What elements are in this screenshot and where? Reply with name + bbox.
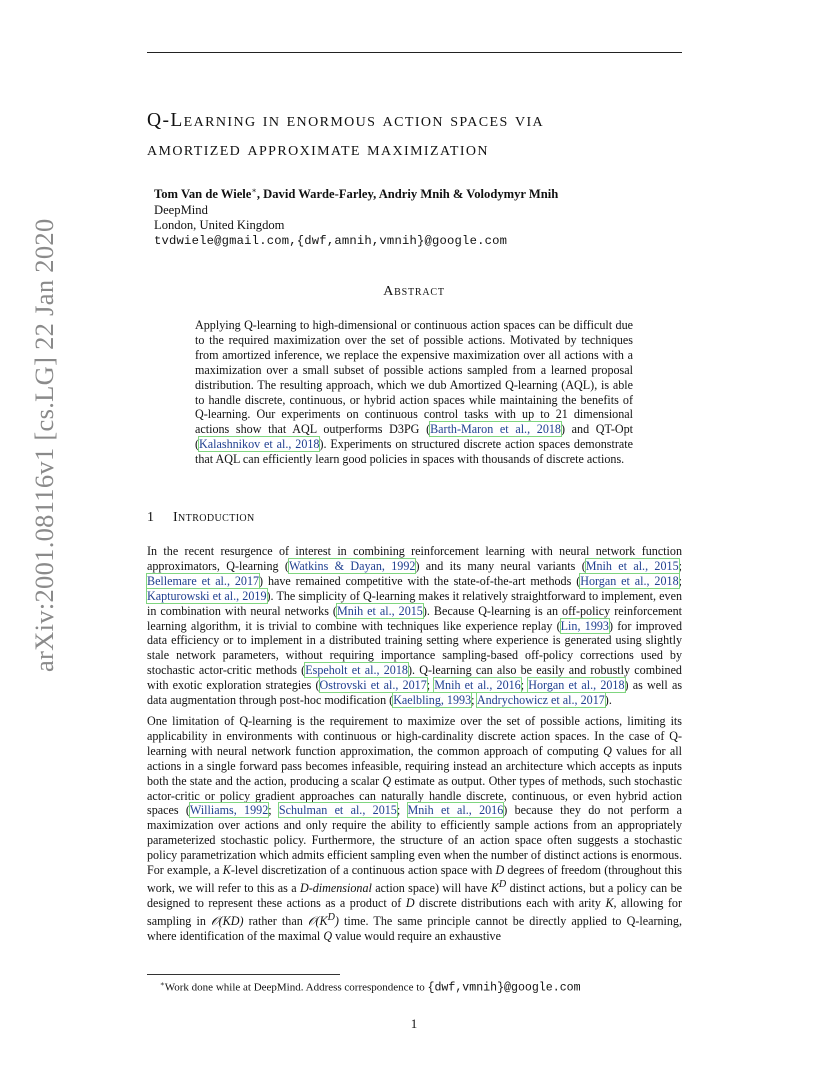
abstract-heading: Abstract: [383, 284, 445, 299]
title-line-1: Q-Learning in enormous action spaces via: [147, 110, 545, 131]
citation-link[interactable]: Mnih et al., 2015: [336, 603, 423, 618]
math-superscript: D: [327, 911, 335, 923]
math-symbol: Q: [323, 928, 333, 943]
citation-link[interactable]: Mnih et al., 2016: [407, 803, 504, 818]
author-block: [154, 183, 694, 249]
math-symbol: K: [222, 863, 231, 878]
math-expression: 𝒪(KD): [211, 913, 244, 928]
citation-link[interactable]: Kaelbling, 1993: [393, 693, 472, 708]
math-symbol: D: [299, 881, 309, 895]
footnote-email: {dwf,vmnih}@google.com: [427, 981, 581, 995]
section-number: 1: [147, 510, 155, 525]
top-rule: [147, 52, 682, 53]
citation-link[interactable]: Kapturowski et al., 2019: [147, 588, 267, 603]
author-emails: tvdwiele@gmail.com,{dwf,amnih,vmnih}@google.com: [154, 233, 508, 248]
citation-link[interactable]: Bellemare et al., 2017: [147, 573, 260, 588]
math-superscript: D: [498, 878, 507, 890]
intro-paragraph-1: In the recent resurgence of interest in combining reinforcement learning with neural network function approximators, Q-learning (Watkins & Dayan, 1992) and its many neural variants (Mnih et al., 2015; Bellemare et al., 2017) have remained competitive with the state-of-the-art methods (Horgan et al., 2018; Kapturowski et al., 2019). The simplicity of Q-learning makes it relatively straightforward to implement, even in combination with neural networks (Mnih et al., 2015). Because Q-learning is an off-policy reinforcement learning algorithm, it is trivial to combine with techniques like experience replay (Lin, 1993) for improved data efficiency or to implement in a distributed training setting where experience is generated using slightly stale network parameters, without requiring importance sampling-based off-policy corrections used by stochastic actor-critic methods (Espeholt et al., 2018). Q-learning can also be easily and robustly combined with exotic exploration strategies (Ostrovski et al., 2017; Mnih et al., 2016; Horgan et al., 2018) as well as data augmentation through post-hoc modification (Kaelbling, 1993; Andrychowicz et al., 2017).: [147, 544, 683, 708]
citation-link[interactable]: Watkins & Dayan, 1992: [288, 558, 416, 573]
page-number: 1: [410, 1016, 418, 1031]
paper-title: [147, 106, 707, 164]
math-expression: ): [334, 913, 339, 928]
citation-link[interactable]: Lin, 1993: [560, 618, 609, 633]
location: London, United Kingdom: [154, 218, 285, 233]
affiliation: DeepMind: [154, 202, 208, 217]
footnote: ∗Work done while at DeepMind. Address correspondence to {dwf,vmnih}@google.com: [160, 980, 581, 995]
section-title: Introduction: [173, 510, 255, 525]
footnote-mark[interactable]: ∗: [251, 186, 257, 195]
math-symbol: Q: [382, 773, 392, 788]
arxiv-identifier[interactable]: arXiv:2001.08116v1 [cs.LG] 22 Jan 2020: [29, 218, 59, 672]
citation-link[interactable]: Andrychowicz et al., 2017: [476, 693, 605, 708]
math-expression: 𝒪(K: [307, 913, 328, 928]
math-symbol: D: [495, 863, 505, 878]
citation-link[interactable]: Horgan et al., 2018: [528, 678, 625, 693]
math-symbol: K: [490, 881, 499, 895]
intro-paragraph-2: One limitation of Q-learning is the requirement to maximize over the set of possible actions, limiting its applicability in environments with continuous or high-cardinality discrete action spaces. In the case of Q-learning with neural network function approximation, the common approach of computing Q values for all actions in a single forward pass becomes infeasible, requiring instead an architecture which accepts as inputs both the state and the action, producing a scalar Q estimate as output. Other types of methods, such stochastic actor-critic or policy gradient approaches can naturally handle discrete, continuous, or even hybrid action spaces (Williams, 1992; Schulman et al., 2015; Mnih et al., 2016) because they do not perform a maximization over actions and only require the ability to efficiently sample actions from an appropriately parameterized stochastic policy. Furthermore, the structure of an action space often suggests a stochastic policy parametrization which admits efficient sampling even when the number of distinct actions is enormous. For example, a K-level discretization of a continuous action space with D degrees of freedom (throughout this work, we will refer to this as a D-dimensional action space) will have $K^D$ distinct actions, but a policy can be designed to represent these actions as a product of D discrete distributions each with arity K, allowing for sampling in 𝒪(KD) rather than $𝒪(K^D)$ time. The same principle cannot be directly applied to Q-learning, where identification of the maximal Q value would require an exhaustive: [147, 714, 683, 943]
abstract-text: Applying Q-learning to high-dimensional or continuous action spaces can be difficult due to the required maximization over the set of possible actions. Motivated by techniques from amortized inference, we replace the expensive maximization over all actions with a maximization over a small subset of possible actions sampled from a learned proposal distribution. The resulting approach, which we dub Amortized Q-learning (AQL), is able to handle discrete, continuous, or hybrid action spaces while maintaining the benefits of Q-learning. Our experiments on continuous control tasks with up to 21 dimensional actions show that AQL outperforms D3PG (Barth-Maron et al., 2018) and QT-Opt (Kalashnikov et al., 2018). Experiments on structured discrete action spaces demonstrate that AQL can efficiently learn good policies in spaces with thousands of discrete actions.: [195, 318, 633, 467]
math-symbol: D: [405, 895, 415, 910]
footnote-mark: ∗: [160, 980, 165, 988]
citation-link[interactable]: Schulman et al., 2015: [278, 803, 397, 818]
author-names: Tom Van de Wiele∗, David Warde-Farley, Andriy Mnih & Volodymyr Mnih: [154, 186, 559, 202]
math-symbol: K: [605, 895, 614, 910]
citation-link[interactable]: Ostrovski et al., 2017: [319, 678, 427, 693]
title-line-2: amortized approximate maximization: [147, 139, 489, 160]
citation-link[interactable]: Williams, 1992: [189, 803, 269, 818]
citation-link[interactable]: Kalashnikov et al., 2018: [199, 437, 320, 452]
citation-link[interactable]: Mnih et al., 2016: [434, 678, 521, 693]
section-heading: [147, 510, 255, 526]
emphasis: -dimensional: [308, 881, 372, 895]
math-symbol: Q: [603, 743, 612, 758]
citation-link[interactable]: Barth-Maron et al., 2018: [430, 422, 561, 437]
citation-link[interactable]: Espeholt et al., 2018: [305, 663, 408, 678]
citation-link[interactable]: Horgan et al., 2018: [580, 573, 679, 588]
footnote-rule: [147, 974, 340, 975]
citation-link[interactable]: Mnih et al., 2015: [585, 558, 679, 573]
